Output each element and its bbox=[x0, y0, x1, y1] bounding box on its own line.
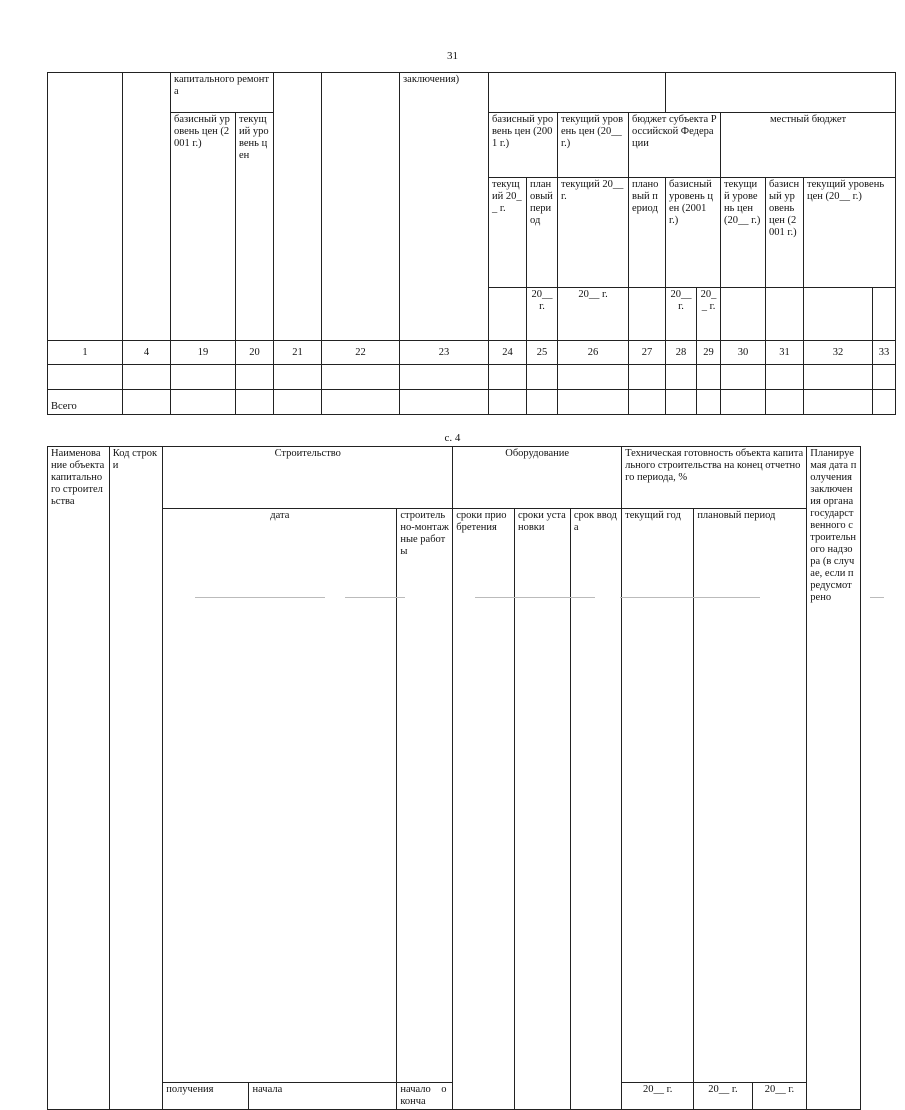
column-number: 33 bbox=[873, 341, 896, 365]
base-2001-c: базисный уровень цен (2001 г.) bbox=[666, 178, 721, 288]
column-number: 30 bbox=[721, 341, 766, 365]
base-2001-b: базисный уровень цен (2001 г.) bbox=[489, 113, 558, 178]
column-number: 20 bbox=[236, 341, 274, 365]
group-28-33-header bbox=[666, 73, 896, 113]
year-28: 20__ г. bbox=[666, 288, 697, 341]
column-number: 24 bbox=[489, 341, 527, 365]
col-4-header bbox=[123, 73, 171, 341]
receipt-header: получения bbox=[163, 1083, 249, 1110]
column-number: 32 bbox=[804, 341, 873, 365]
year-planned-1: 20__ г. bbox=[694, 1083, 752, 1110]
local-budget-header: местный бюджет bbox=[721, 113, 896, 178]
current-level-a: текущий уровень цен bbox=[236, 113, 274, 341]
col-1-header bbox=[48, 73, 123, 341]
page-label: с. 4 bbox=[444, 432, 461, 444]
total-label: Всего bbox=[48, 390, 123, 415]
conclusion-header: заключения) bbox=[400, 73, 489, 341]
cell-31-year bbox=[766, 288, 804, 341]
current-level-b: текущий уровень цен (20__ г.) bbox=[558, 113, 629, 178]
column-number: 28 bbox=[666, 341, 697, 365]
planned-date-header: Планируемая дата получения заключения органа государственного строительного надзора (в случае, если предусмотрено bbox=[807, 447, 861, 1110]
column-number: 23 bbox=[400, 341, 489, 365]
column-number: 29 bbox=[697, 341, 721, 365]
begin-end-header bbox=[397, 1083, 453, 1110]
install-terms-header: сроки установки bbox=[514, 509, 570, 1110]
current-20-b: текущий 20__ г. bbox=[558, 178, 629, 288]
year-planned-2: 20__ г. bbox=[752, 1083, 807, 1110]
current-20-a: текущий 20__ г. bbox=[489, 178, 527, 288]
column-numbers-row bbox=[48, 341, 896, 365]
subject-budget-header: бюджет субъекта Российской Федерации bbox=[629, 113, 721, 178]
base-2001-a: базисный уровень цен (2001 г.) bbox=[171, 113, 236, 341]
base-2001-d: базисный уровень цен (2001 г.) bbox=[766, 178, 804, 288]
column-number: 1 bbox=[48, 341, 123, 365]
cell-32-year bbox=[804, 288, 873, 341]
row-code-header: Код строки bbox=[109, 447, 163, 1110]
capital-repair-header: капитального ремонта bbox=[171, 73, 274, 113]
group-24-27-header bbox=[489, 73, 666, 113]
planned-period-b: плановый период bbox=[629, 178, 666, 288]
cut-off-line bbox=[870, 597, 884, 598]
current-20-c: текущий уровень цен (20__ г.) bbox=[721, 178, 766, 288]
column-number: 26 bbox=[558, 341, 629, 365]
date-header: дата bbox=[163, 509, 397, 1083]
current-20-d: текущий уровень цен (20__ г.) bbox=[804, 178, 896, 288]
column-number: 25 bbox=[527, 341, 558, 365]
purchase-terms-header: сроки приобретения bbox=[453, 509, 515, 1110]
construction-header: Строительство bbox=[163, 447, 453, 509]
col-22-header bbox=[322, 73, 400, 341]
column-number: 21 bbox=[274, 341, 322, 365]
col-21-header bbox=[274, 73, 322, 341]
cut-off-line bbox=[195, 597, 325, 598]
column-number: 22 bbox=[322, 341, 400, 365]
start-header: начала bbox=[249, 1083, 397, 1110]
current-year-header: текущий год bbox=[622, 509, 694, 1083]
construction-works-header: строительно-монтажные работы bbox=[397, 509, 453, 1083]
budget-table bbox=[47, 72, 896, 415]
year-26: 20__ г. bbox=[558, 288, 629, 341]
column-number: 31 bbox=[766, 341, 804, 365]
construction-table bbox=[47, 446, 861, 1110]
end-label: оконча bbox=[400, 1084, 447, 1107]
column-number: 27 bbox=[629, 341, 666, 365]
begin-label: начало bbox=[400, 1084, 431, 1095]
year-29: 20__ г. bbox=[697, 288, 721, 341]
cell-30-year bbox=[721, 288, 766, 341]
total-row bbox=[48, 390, 896, 415]
object-name-header: Наименование объекта капитального строительства bbox=[48, 447, 110, 1110]
cut-off-line bbox=[475, 597, 595, 598]
table-row bbox=[48, 365, 896, 390]
cut-off-line bbox=[345, 597, 405, 598]
year-25: 20__ г. bbox=[527, 288, 558, 341]
year-current: 20__ г. bbox=[622, 1083, 694, 1110]
column-number: 19 bbox=[171, 341, 236, 365]
equipment-header: Оборудование bbox=[453, 447, 622, 509]
input-term-header: срок ввода bbox=[570, 509, 621, 1110]
cut-off-line bbox=[620, 597, 760, 598]
cell-24-year bbox=[489, 288, 527, 341]
page-number: 31 bbox=[447, 50, 458, 62]
tech-readiness-header: Техническая готовность объекта капитального строительства на конец отчетного периода, % bbox=[622, 447, 807, 509]
planned-period-header: плановый период bbox=[694, 509, 807, 1083]
cell-27-year bbox=[629, 288, 666, 341]
planned-period-a: плановый период bbox=[527, 178, 558, 288]
cell-33-year bbox=[873, 288, 896, 341]
column-number: 4 bbox=[123, 341, 171, 365]
